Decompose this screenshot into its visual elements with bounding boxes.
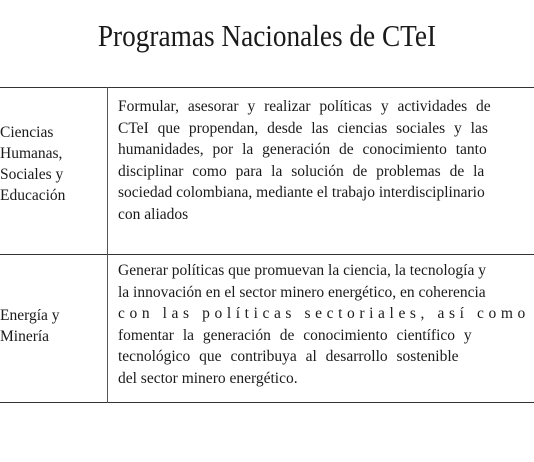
description-line: con las políticas sectoriales, así como bbox=[118, 305, 530, 322]
description-line: Generar políticas que promuevan la ciencia, la tecnología y bbox=[118, 262, 486, 279]
description-line: la innovación en el sector minero energético, en coherencia bbox=[118, 283, 486, 301]
program-name bbox=[0, 305, 104, 347]
program-name-line: Sociales y bbox=[0, 166, 64, 183]
table-row bbox=[0, 87, 534, 254]
description-line: fomentar la generación de conocimiento científico y bbox=[118, 326, 472, 344]
programs-table bbox=[0, 87, 534, 403]
table-row bbox=[0, 255, 534, 402]
program-name-line: Humanas, bbox=[0, 145, 63, 162]
description-line: con aliados bbox=[118, 205, 189, 223]
description-line: disciplinar como para la solución de problemas de la bbox=[118, 162, 485, 180]
program-name-line: Energía y bbox=[0, 307, 60, 324]
description-line: Formular, asesorar y realizar políticas y actividades de bbox=[118, 98, 491, 115]
program-name-line: Educación bbox=[0, 187, 66, 204]
program-name-line: Ciencias bbox=[0, 124, 54, 141]
description-line: humanidades, por la generación de conocimiento tanto bbox=[118, 141, 487, 158]
description-line: del sector minero energético. bbox=[118, 369, 298, 387]
description-line: CTeI que propendan, desde las ciencias sociales y las bbox=[118, 119, 488, 137]
program-description bbox=[118, 260, 534, 389]
description-line: sociedad colombiana, mediante el trabajo interdisciplinario bbox=[118, 184, 485, 201]
description-line: tecnológico que contribuya al desarrollo sostenible bbox=[118, 348, 459, 365]
program-name bbox=[0, 122, 104, 206]
page-title: Programas Nacionales de CTeI bbox=[97, 18, 437, 53]
program-description bbox=[118, 96, 534, 225]
table-bottom-border bbox=[0, 402, 534, 403]
program-name-line: Minería bbox=[0, 328, 50, 345]
